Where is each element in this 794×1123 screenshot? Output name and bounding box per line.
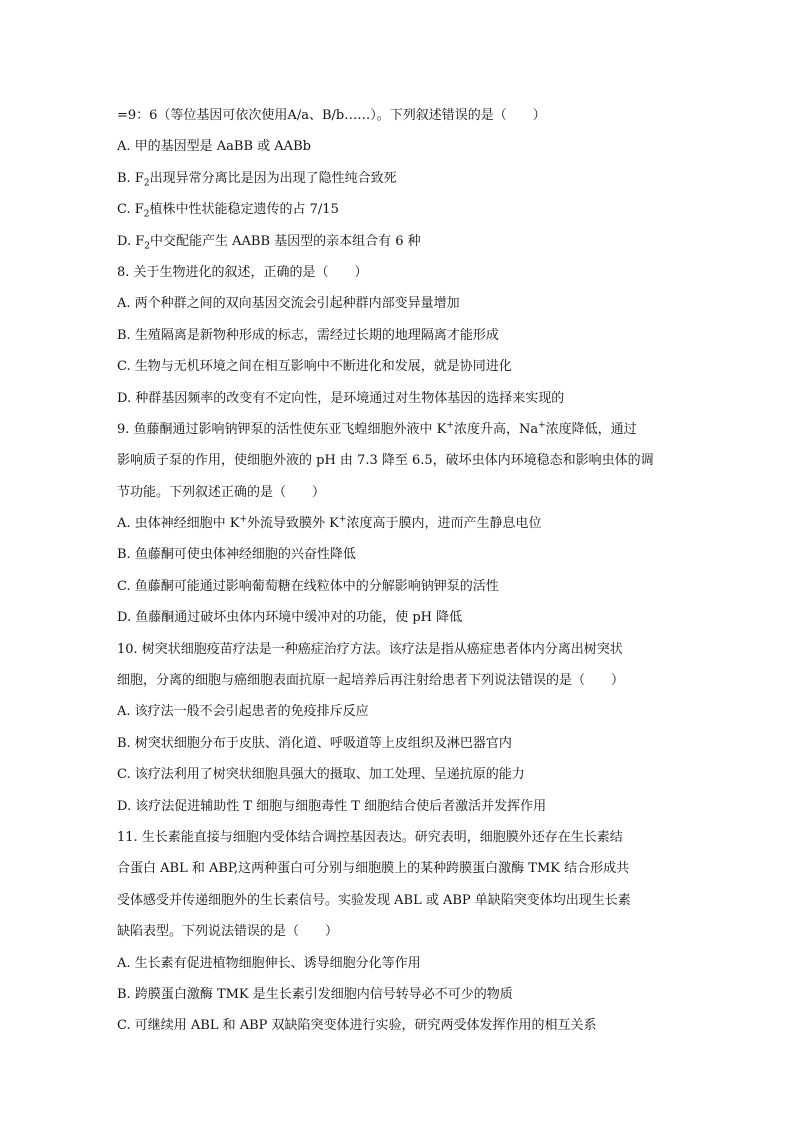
- option-line: C. 该疗法利用了树突状细胞具强大的摄取、加工处理、呈递抗原的能力: [117, 767, 525, 783]
- option-line: A. 甲的基因型是 AaBB 或 AABb: [117, 139, 311, 155]
- option-line: D. $F_2$中交配能产生 AABB 基因型的亲本组合有 6 种: [117, 233, 421, 252]
- question-line: 受体感受并传递细胞外的生长素信号。实验发现 ABL 或 ABP 单缺陷突变体均出现生长素: [117, 892, 631, 908]
- option-line: D. 鱼藤酮通过破坏虫体内环境中缓冲对的功能，使 pH 降低: [117, 610, 463, 626]
- question-line: 8. 关于生物进化的叙述，正确的是（ ）: [117, 264, 368, 280]
- question-line: 细胞，分离的细胞与癌细胞表面抗原一起培养后再注射给患者下列说法错误的是（ ）: [117, 673, 625, 689]
- question-line: 11. 生长素能直接与细胞内受体结合调控基因表达。研究表明，细胞膜外还存在生长素结: [117, 829, 623, 845]
- option-line: A. 两个种群之间的双向基因交流会引起种群内部变异量增加: [117, 296, 460, 312]
- option-line: D. 种群基因频率的改变有不定向性，是环境通过对生物体基因的选择来实现的: [117, 390, 565, 406]
- question-line: 9. 鱼藤酮通过影响钠钾泵的活性使东亚飞蝗细胞外液中 K+浓度升高，Na+浓度降低，通过: [117, 420, 637, 437]
- option-line: D. 该疗法促进辅助性 T 细胞与细胞毒性 T 细胞结合使后者激活并发挥作用: [117, 798, 547, 814]
- option-line: C. 可继续用 ABL 和 ABP 双缺陷突变体进行实验，研究两受体发挥作用的相互关系: [117, 1018, 597, 1034]
- question-text: [117, 100, 682, 1042]
- option-line: A. 生长素有促进植物细胞伸长、诱导细胞分化等作用: [117, 955, 421, 971]
- option-line: B. 鱼藤酮可使虫体神经细胞的兴奋性降低: [117, 547, 356, 563]
- question-line: 缺陷表型。下列说法错误的是（ ）: [117, 924, 339, 940]
- question-line: 10. 树突状细胞疫苗疗法是一种癌症治疗方法。该疗法是指从癌症患者体内分离出树突状: [117, 641, 623, 657]
- text-line: =9：6（等位基因可依次使用A/a、B/b……）。下列叙述错误的是（ ）: [117, 108, 546, 123]
- option-line: B. 树突状细胞分布于皮肤、消化道、呼吸道等上皮组织及淋巴器官内: [117, 735, 512, 751]
- option-line: B. $F_2$出现异常分离比是因为出现了隐性纯合致死: [117, 170, 397, 189]
- option-line: C. 生物与无机环境之间在相互影响中不断进化和发展，就是协同进化: [117, 359, 512, 375]
- question-line: 影响质子泵的作用，使细胞外液的 pH 由 7.3 降至 6.5，破坏虫体内环境稳态和影响虫体的调: [117, 453, 654, 469]
- option-line: C. $F_2$植株中性状能稳定遗传的占 7/15: [117, 202, 339, 220]
- option-line: C. 鱼藤酮可能通过影响葡萄糖在线粒体中的分解影响钠钾泵的活性: [117, 578, 499, 594]
- option-line: B. 跨膜蛋白激酶 TMK 是生长素引发细胞内信号转导必不可少的物质: [117, 986, 513, 1002]
- question-line: 节功能。下列叙述正确的是（ ）: [117, 484, 326, 500]
- option-line: A. 虫体神经细胞中 K+外流导致膜外 K+浓度高于膜内，进而产生静息电位: [117, 514, 542, 532]
- question-line: 合蛋白 ABL 和 ABP,这两种蛋白可分别与细胞膜上的某种跨膜蛋白激酶 TMK 结合形成共: [117, 861, 630, 877]
- option-line: B. 生殖隔离是新物种形成的标志，需经过长期的地理隔离才能形成: [117, 327, 499, 343]
- option-line: A. 该疗法一般不会引起患者的免疫排斥反应: [117, 704, 369, 720]
